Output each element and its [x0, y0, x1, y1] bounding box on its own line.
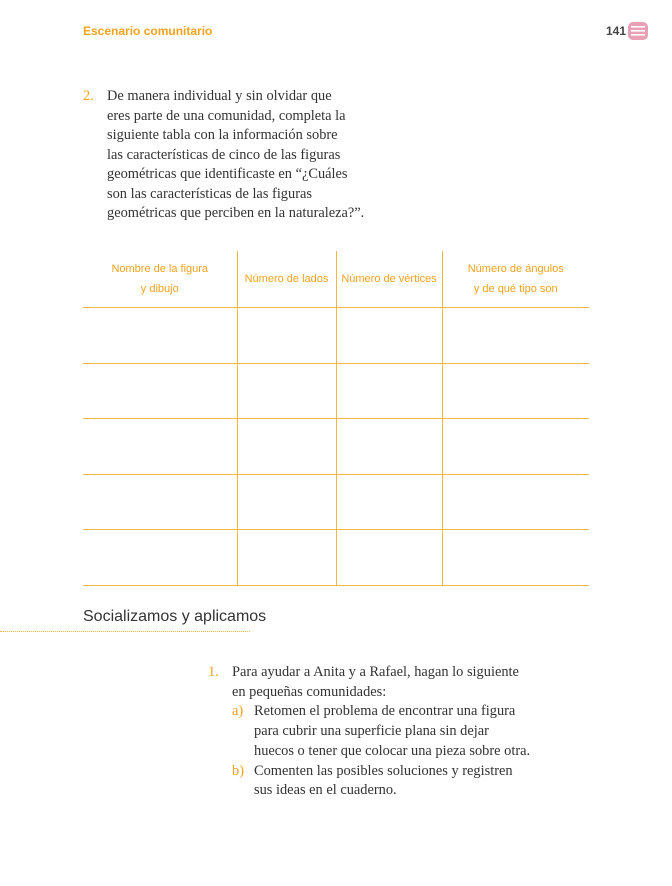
text-line: sus ideas en el cuaderno.: [254, 782, 397, 799]
subitem-letter: a): [232, 703, 244, 720]
item-text: [107, 87, 423, 224]
table-cell[interactable]: [442, 308, 589, 364]
table-header-row: [83, 251, 589, 308]
header-line: y dibujo: [140, 283, 179, 295]
table-cell[interactable]: [336, 363, 442, 419]
column-header-vertices: [336, 251, 442, 308]
table-cell[interactable]: [336, 530, 442, 586]
text-line: son las características de las figuras: [107, 185, 312, 202]
item-number: 1.: [208, 664, 219, 680]
table-row: [83, 530, 589, 586]
table-cell[interactable]: [336, 474, 442, 530]
subitem-text: [254, 702, 608, 761]
figures-table: [83, 251, 589, 586]
table-cell[interactable]: [237, 419, 336, 475]
header-line: Nombre de la figura: [111, 263, 209, 275]
subitem-text: [254, 762, 608, 801]
table-cell[interactable]: [83, 419, 237, 475]
text-line: Retomen el problema de encontrar una figura: [254, 703, 516, 720]
table-cell[interactable]: [237, 474, 336, 530]
table-cell[interactable]: [442, 474, 589, 530]
item-number: 2.: [83, 88, 94, 104]
text-line: eres parte de una comunidad, completa la: [107, 107, 346, 124]
notebook-icon: [627, 20, 649, 42]
table-cell[interactable]: [442, 530, 589, 586]
subitem-b: [232, 762, 608, 801]
table-row: [83, 474, 589, 530]
text-line: Para ayudar a Anita y a Rafael, hagan lo siguiente: [232, 664, 519, 680]
table-cell[interactable]: [83, 474, 237, 530]
subitem-letter: b): [232, 762, 244, 779]
subitem-a: [232, 702, 608, 761]
table-cell[interactable]: [442, 419, 589, 475]
text-line: siguiente tabla con la información sobre: [107, 127, 338, 143]
header-line: y de qué tipo son: [473, 283, 558, 295]
page-number: 141: [606, 24, 627, 38]
section-title: Socializamos y aplicamos: [83, 608, 267, 625]
text-line: las características de cinco de las figuras: [107, 146, 341, 163]
column-header-figure: [83, 251, 237, 308]
section-header: Escenario comunitario: [83, 24, 213, 38]
activity-item-1: [208, 663, 608, 801]
text-line: geométricas que perciben en la naturaleza?”.: [107, 205, 365, 221]
table-cell[interactable]: [442, 363, 589, 419]
header-line: Número de vértices: [341, 273, 437, 285]
table-row: [83, 363, 589, 419]
table-cell[interactable]: [83, 308, 237, 364]
table-cell[interactable]: [83, 530, 237, 586]
column-header-angles: [442, 251, 589, 308]
table-cell[interactable]: [83, 363, 237, 419]
header-line: Número de lados: [244, 273, 329, 285]
text-line: para cubrir una superficie plana sin dejar: [254, 723, 489, 740]
text-line: huecos o tener que colocar una pieza sobre otra.: [254, 742, 531, 759]
column-header-sides: [237, 251, 336, 308]
text-line: geométricas que identificaste en “¿Cuáles: [107, 166, 348, 182]
section-divider: [0, 631, 250, 632]
header-line: Número de ángulos: [467, 263, 564, 275]
text-line: De manera individual y sin olvidar que: [107, 88, 332, 104]
activity-item-2: [83, 87, 423, 224]
item-text: [232, 663, 608, 801]
table-cell[interactable]: [237, 308, 336, 364]
table-row: [83, 419, 589, 475]
table-cell[interactable]: [237, 530, 336, 586]
text-line: en pequeñas comunidades:: [232, 683, 387, 700]
text-line: Comenten las posibles soluciones y registren: [254, 762, 513, 779]
table-cell[interactable]: [336, 308, 442, 364]
table-cell[interactable]: [237, 363, 336, 419]
table-row: [83, 308, 589, 364]
table-cell[interactable]: [336, 419, 442, 475]
